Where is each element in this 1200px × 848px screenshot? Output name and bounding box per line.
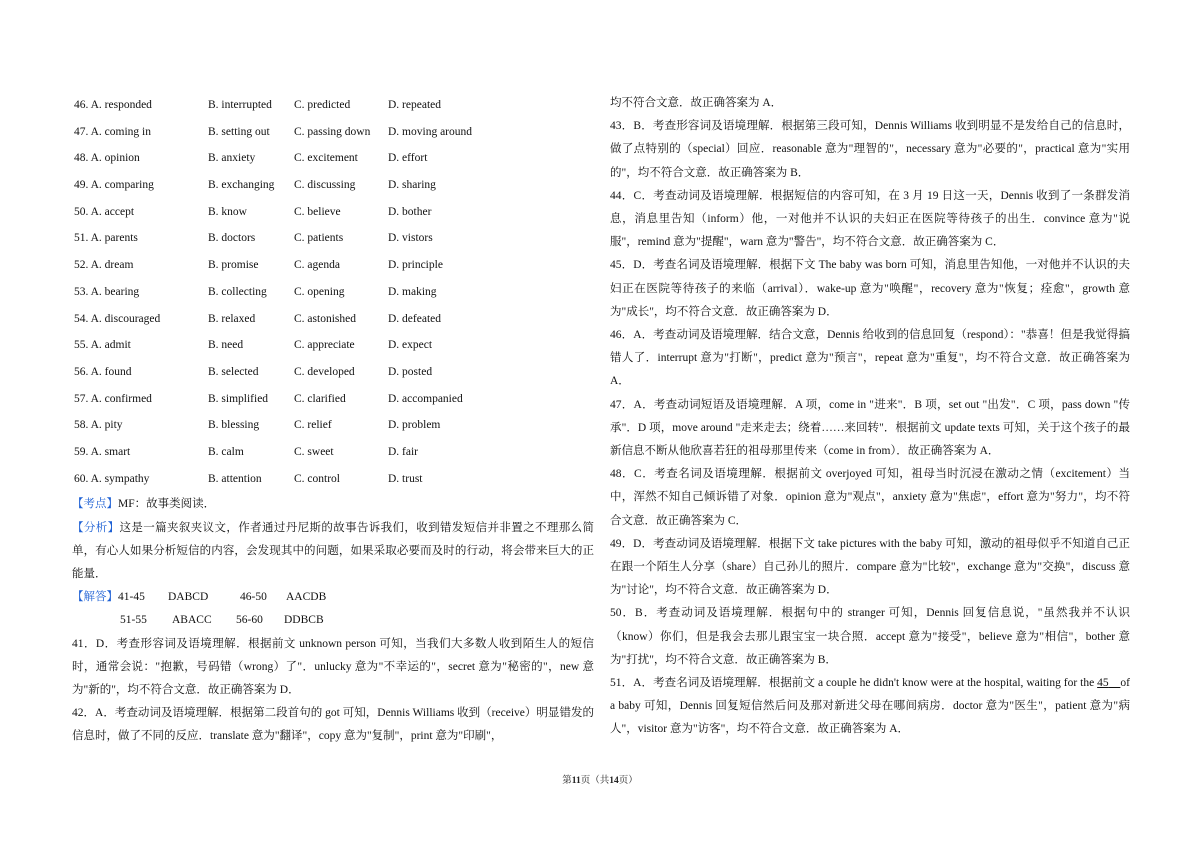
option-d: D. accompanied xyxy=(388,392,463,405)
explanation-48: 48．C．考查名词及语境理解．根据前文 overjoyed 可知，祖母当时沉浸在激动之情（excitement）当中，浑然不知自己倾诉错了对象．opinion 意为"观点"，anxiety 意为"焦虑"，effort 意为"努力"，均不符合文意．故正确答案为 C． xyxy=(610,468,1130,527)
option-row xyxy=(72,279,594,306)
option-c: C. discussing xyxy=(294,179,356,192)
fenxi-label: 【分析】 xyxy=(72,521,120,534)
option-a: 56. A. found xyxy=(74,365,132,378)
kaodian-text: MF：故事类阅读． xyxy=(118,498,216,511)
option-c: C. developed xyxy=(294,365,355,378)
answer-keys: ABACC xyxy=(172,614,212,627)
option-a: 54. A. discouraged xyxy=(74,312,161,325)
option-a: 49. A. comparing xyxy=(74,179,154,192)
explanation-51-start: 51．A．考查名词及语境理解．根据前文 a couple he didn't know were at the hospital, waiting for the xyxy=(610,677,1098,690)
option-a: 52. A. dream xyxy=(74,259,134,272)
jieda-row-1 xyxy=(72,586,594,609)
option-d: D. moving around xyxy=(388,125,473,138)
option-b: B. exchanging xyxy=(208,179,275,192)
explanation-51 xyxy=(610,672,1130,742)
option-d: D. repeated xyxy=(388,99,441,111)
option-a: 51. A. parents xyxy=(74,232,138,245)
option-a: 59. A. smart xyxy=(74,445,131,458)
options-list xyxy=(72,92,594,492)
page-footer: 第11页（共14页） xyxy=(562,776,638,786)
option-a: 58. A. pity xyxy=(74,419,123,432)
option-c: C. astonished xyxy=(294,312,356,325)
option-a: 47. A. coming in xyxy=(74,125,151,138)
option-b: B. relaxed xyxy=(208,312,256,325)
explanation-49: 49．D．考查动词及语境理解．根据下文 take pictures with the baby 可知，激动的祖母似乎不知道自己正在跟一个陌生人分享（share）自己孙儿的照片．compare 意为"比较"，exchange 意为"交换"，discuss 意为"讨论"，均不符合文意．故正确答案为 D． xyxy=(610,537,1130,597)
option-row xyxy=(72,252,594,279)
option-c: C. believe xyxy=(294,205,341,218)
option-b: B. calm xyxy=(208,445,244,458)
explanation-50: 50．B．考查动词及语境理解．根据句中的 stranger 可知，Dennis 回复信息说，"虽然我并不认识（know）你们，但是我会去那儿跟宝宝一块合照．accept 意为"接受"，believe 意为"相信"，bother 意为"打扰"，均不符合文意．故正确答案为 B． xyxy=(610,607,1130,666)
answer-keys: DABCD xyxy=(168,591,209,604)
option-a: 60. A. sympathy xyxy=(74,472,150,485)
explanation-41: 41．D．考查形容词及语境理解．根据前文 unknown person 可知，当我们大多数人收到陌生人的短信时，通常会说："抱歉，号码错（wrong）了"．unlucky 意为"不幸运的"，secret 意为"秘密的"，new 意为"新的"，均不符合文意．故正确答案为 D． xyxy=(72,637,594,696)
option-d: D. expect xyxy=(388,339,433,352)
answer-range: 56-60 xyxy=(236,614,263,627)
right-column xyxy=(610,92,1130,742)
option-row xyxy=(72,439,594,466)
answer-range: 41-45 xyxy=(118,591,145,604)
option-b: B. blessing xyxy=(208,419,260,432)
option-c: C. passing down xyxy=(294,125,371,138)
option-c: C. control xyxy=(294,472,340,485)
option-d: D. sharing xyxy=(388,179,436,192)
option-c: C. sweet xyxy=(294,445,334,458)
option-d: D. effort xyxy=(388,152,428,165)
option-d: D. defeated xyxy=(388,312,441,325)
option-d: D. problem xyxy=(388,419,441,432)
kaodian-label: 【考点】 xyxy=(72,498,118,511)
answer-range: 46-50 xyxy=(240,591,267,604)
jieda-row-2 xyxy=(72,609,594,632)
option-b: B. interrupted xyxy=(208,99,272,111)
option-row xyxy=(72,386,594,413)
option-row xyxy=(72,332,594,359)
option-row xyxy=(72,225,594,252)
option-b: B. need xyxy=(208,339,244,352)
explanation-44: 44．C．考查动词及语境理解．根据短信的内容可知，在 3 月 19 日这一天，Dennis 收到了一条群发消息，消息里告知（inform）他，一对他并不认识的夫妇正在医院等待孩子的出生．convince 意为"说服"，remind 意为"提醒"，warn 意为"警告"，均不符合文意．故正确答案为 C． xyxy=(610,189,1130,249)
explanation-42-cont: 均不符合文意．故正确答案为 A． xyxy=(610,97,783,109)
option-a: 46. A. responded xyxy=(74,99,152,111)
option-c: C. clarified xyxy=(294,392,346,405)
blank-number: 45 xyxy=(1097,677,1109,690)
fenxi-paragraph xyxy=(72,517,594,587)
option-b: B. simplified xyxy=(208,392,269,405)
option-row xyxy=(72,172,594,199)
kaodian-paragraph xyxy=(72,493,594,516)
option-b: B. attention xyxy=(208,472,262,485)
jieda-label: 【解答】 xyxy=(72,591,118,604)
option-row xyxy=(72,359,594,386)
answer-range: 51-55 xyxy=(120,614,147,627)
option-c: C. opening xyxy=(294,285,345,298)
option-d: D. vistors xyxy=(388,232,433,245)
explanation-42: 42．A．考查动词及语境理解．根据第二段首句的 got 可知，Dennis Williams 收到（receive）明显错发的信息时，做了不同的反应．translate 意为"翻译"，copy 意为"复制"，print 意为"印刷"， xyxy=(72,707,594,743)
explanation-43: 43．B．考查形容词及语境理解．根据第三段可知，Dennis Williams 收到明显不是发给自己的信息时，做了点特别的（special）回应．reasonable 意为"理智的"，necessary 意为"必要的"，practical 意为"实用的"，均不符合文意．故正确答案为 B． xyxy=(610,120,1130,179)
option-b: B. anxiety xyxy=(208,152,256,165)
option-row xyxy=(72,145,594,172)
option-row xyxy=(72,199,594,226)
option-a: 57. A. confirmed xyxy=(74,392,152,405)
option-row xyxy=(72,412,594,439)
option-d: D. fair xyxy=(388,445,419,458)
option-c: C. relief xyxy=(294,419,332,432)
option-c: C. patients xyxy=(294,232,344,245)
fenxi-text: 这是一篇夹叙夹议文，作者通过丹尼斯的故事告诉我们，收到错发短信并非置之不理那么简单，有心人如果分析短信的内容，会发现其中的问题，如果采取必要而及时的行动，将会带来巨大的正能量． xyxy=(72,521,595,580)
option-a: 55. A. admit xyxy=(74,339,131,352)
option-a: 53. A. bearing xyxy=(74,285,140,298)
option-b: B. collecting xyxy=(208,285,267,298)
option-c: C. agenda xyxy=(294,259,340,272)
explanation-47: 47．A．考查动词短语及语境理解．A 项，come in "进来"．B 项，set out "出发"．C 项，pass down "传承"．D 项，move around "走来走去；绕着……来回转"．根据前文 update texts 可知，关于这个孩子的最新信息不断从他欣喜若狂的祖母那里传来（come in from）．故正确答案为 A． xyxy=(610,398,1130,458)
explanation-45: 45．D．考查名词及语境理解．根据下文 The baby was born 可知，消息里告知他，一对他并不认识的夫妇正在医院等待孩子的来临（arrival）．wake-up 意为"唤醒"，recovery 意为"恢复；痊愈"，growth 意为"成长"，均不符合文意．故正确答案为 D． xyxy=(610,259,1130,318)
answer-keys: AACDB xyxy=(286,591,327,604)
option-row xyxy=(72,306,594,333)
option-d: D. trust xyxy=(388,472,423,485)
option-row xyxy=(72,466,594,493)
explanation-46: 46．A．考查动词及语境理解．结合文意，Dennis 给收到的信息回复（respond）："恭喜！但是我觉得搞错人了．interrupt 意为"打断"，predict 意为"预言"，repeat 意为"重复"，均不符合文意．故正确答案为 A． xyxy=(610,329,1130,388)
option-row xyxy=(72,119,594,146)
option-d: D. posted xyxy=(388,365,433,378)
option-b: B. selected xyxy=(208,365,259,378)
option-d: D. bother xyxy=(388,205,432,218)
option-c: C. appreciate xyxy=(294,339,355,352)
option-d: D. making xyxy=(388,285,437,298)
option-b: B. know xyxy=(208,205,247,218)
option-b: B. setting out xyxy=(208,125,270,138)
left-column xyxy=(72,92,594,749)
total-pages: 14 xyxy=(609,776,619,786)
option-row xyxy=(72,92,594,119)
page-number: 11 xyxy=(571,776,581,786)
option-c: C. excitement xyxy=(294,152,358,165)
answer-keys: DDBCB xyxy=(284,614,324,627)
option-a: 50. A. accept xyxy=(74,205,135,218)
option-b: B. doctors xyxy=(208,232,256,245)
explanation-51-end: of a baby 可知，Dennis 回复短信然后问及那对新进父母在哪间病房．doctor 意为"医生"，patient 意为"病人"，visitor 意为"访客"，均不符合文意．故正确答案为 A． xyxy=(610,677,1130,736)
option-b: B. promise xyxy=(208,259,259,272)
option-c: C. predicted xyxy=(294,99,351,111)
option-a: 48. A. opinion xyxy=(74,152,140,165)
option-d: D. principle xyxy=(388,259,443,272)
